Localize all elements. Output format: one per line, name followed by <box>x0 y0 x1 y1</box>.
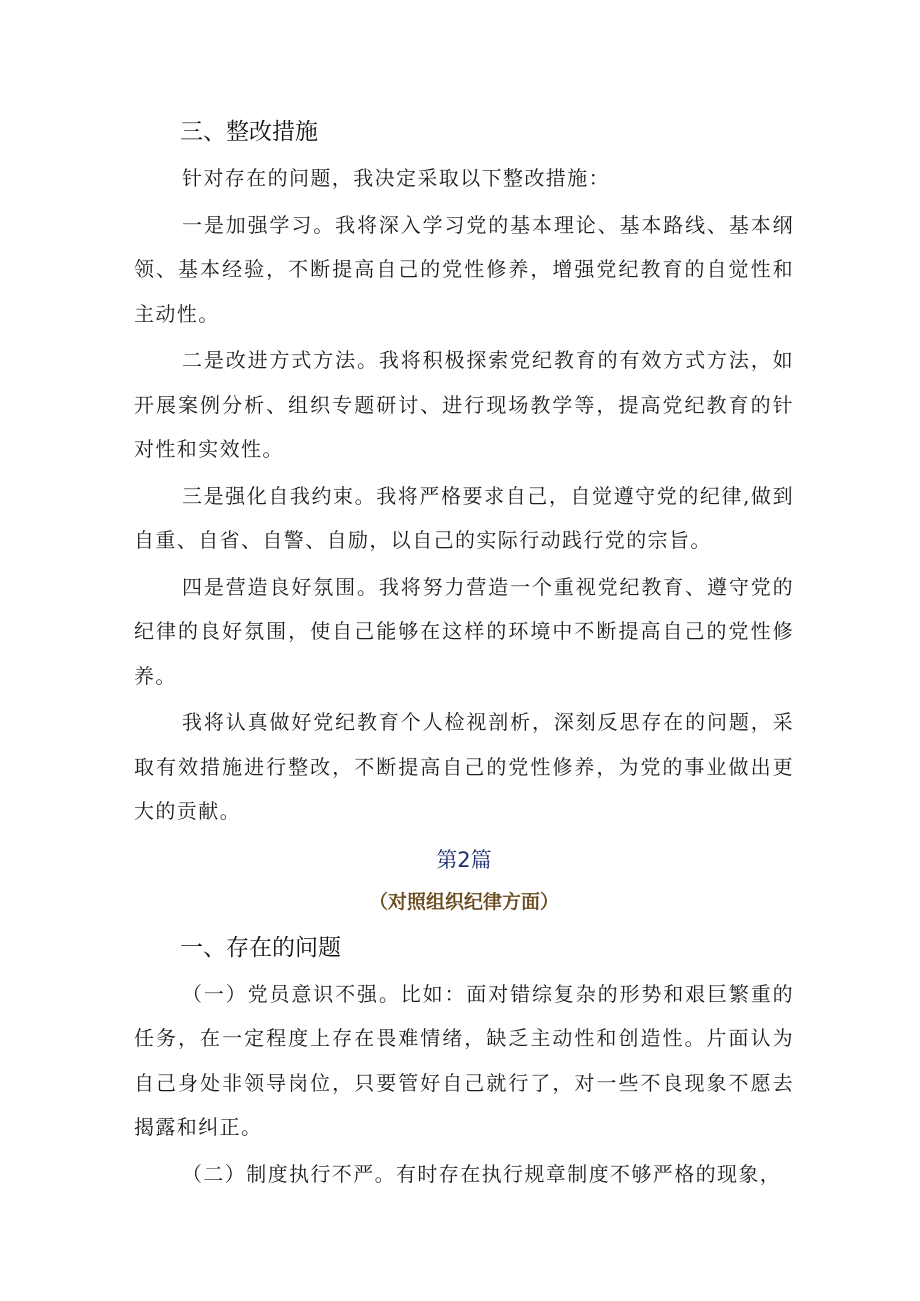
paragraph: 二是改进方式方法。我将积极探索党纪教育的有效方式方法，如开展案例分析、组织专题研讨、进行现场教学等，提高党纪教育的针对性和实效性。 <box>134 348 794 461</box>
paragraph: 一是加强学习。我将深入学习党的基本理论、基本路线、基本纲领、基本经验，不断提高自己的党性修养，增强党纪教育的自觉性和主动性。 <box>134 212 794 326</box>
paragraph: 四是营造良好氛围。我将努力营造一个重视党纪教育、遵守党的纪律的良好氛围，使自己能够在这样的环境中不断提高自己的党性修养。 <box>134 574 794 688</box>
paragraph: 针对存在的问题，我决定采取以下整改措施： <box>182 166 610 190</box>
document-body <box>134 112 794 1196</box>
section-heading-rectification: 三、整改措施 <box>180 119 318 145</box>
paragraph: 三是强化自我约束。我将严格要求自己，自觉遵守党的纪律,做到自重、自省、自警、自励，以自己的实际行动践行党的宗旨。 <box>134 483 794 552</box>
section-heading-problems: 一、存在的问题 <box>180 934 341 961</box>
article-title: 第2篇 <box>436 847 492 872</box>
paragraph: （二）制度执行不严。有时存在执行规章制度不够严格的现象， <box>182 1161 782 1186</box>
paragraph: （一）党员意识不强。比如：面对错综复杂的形势和艰巨繁重的任务，在一定程度上存在畏难情绪，缺乏主动性和创造性。片面认为自己身处非领导岗位，只要管好自己就行了，对一些不良现象不愿去揭露和纠正。 <box>134 981 794 1139</box>
paragraph: 我将认真做好党纪教育个人检视剖析，深刻反思存在的问题，采取有效措施进行整改，不断提高自己的党性修养，为党的事业做出更大的贡献。 <box>134 710 794 823</box>
article-subtitle: （对照组织纪律方面） <box>368 890 559 913</box>
